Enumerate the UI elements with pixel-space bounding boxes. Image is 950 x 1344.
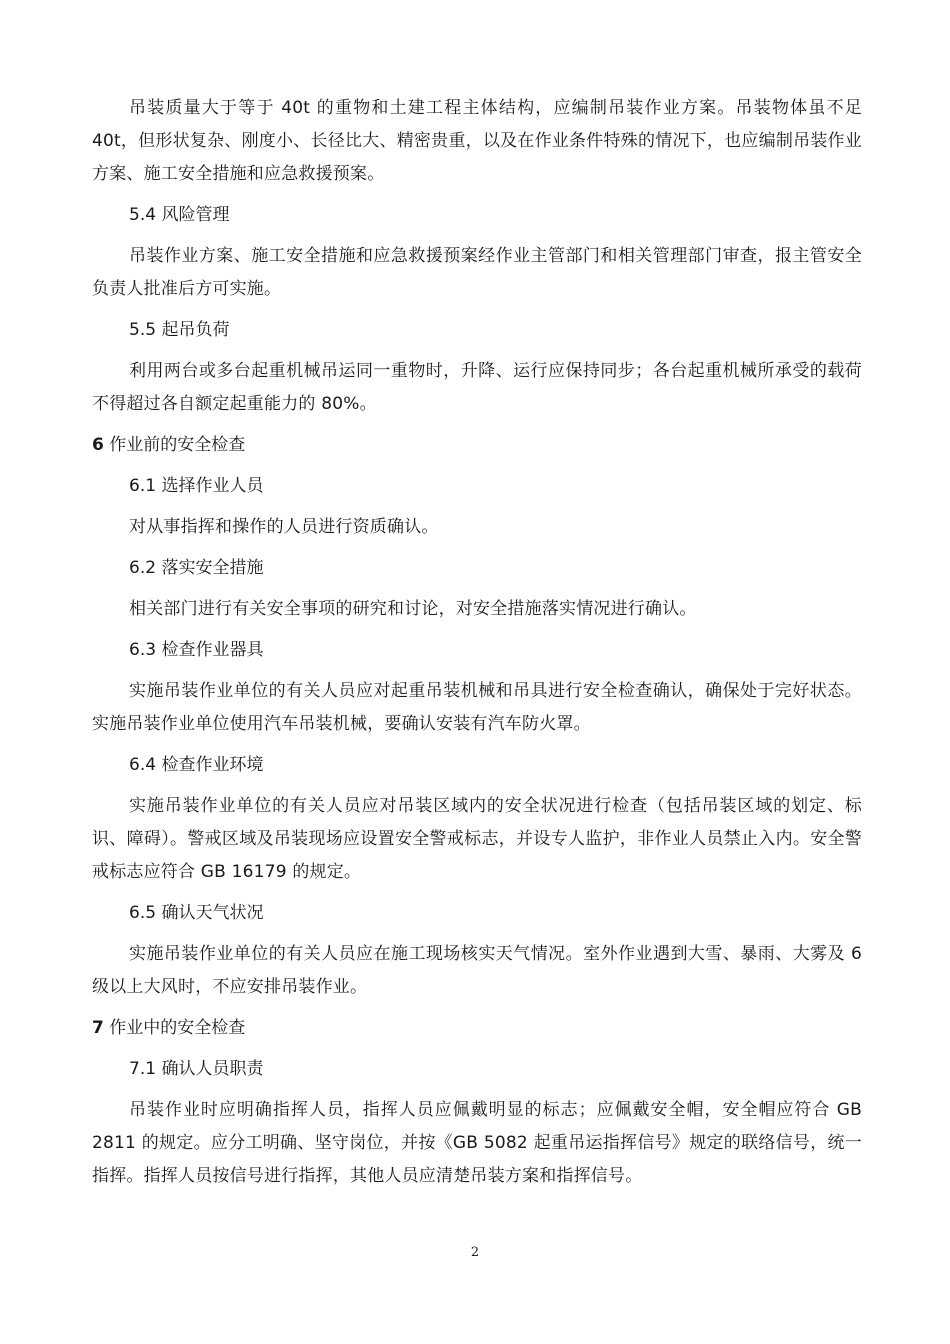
- paragraph-check-environment: 实施吊装作业单位的有关人员应对吊装区域内的安全状况进行检查（包括吊装区域的划定、标识、障碍）。警戒区域及吊装现场应设置安全警戒标志，并设专人监护，非作业人员禁止入内。安全警戒标志应符合 GB 16179 的规定。: [92, 796, 862, 882]
- section-5-5-title: 5.5 起吊负荷: [129, 320, 230, 340]
- section-6-5-title: 6.5 确认天气状况: [129, 903, 264, 923]
- page-number: 2: [470, 1245, 480, 1260]
- section-6-3-title: 6.3 检查作业器具: [129, 640, 264, 660]
- section-6-title: 作业前的安全检查: [103, 435, 246, 455]
- paragraph-risk-management: 吊装作业方案、施工安全措施和应急救援预案经作业主管部门和相关管理部门审查，报主管安全负责人批准后方可实施。: [92, 246, 862, 299]
- section-7-heading: [92, 1012, 862, 1045]
- section-7-title: 作业中的安全检查: [103, 1018, 246, 1038]
- section-5-4-title: 5.4 风险管理: [129, 205, 230, 225]
- section-7-1-title: 7.1 确认人员职责: [129, 1059, 264, 1079]
- paragraph-check-equipment: 实施吊装作业单位的有关人员应对起重吊装机械和吊具进行安全检查确认，确保处于完好状态。实施吊装作业单位使用汽车吊装机械，要确认安装有汽车防火罩。: [92, 681, 862, 734]
- section-6-2-title: 6.2 落实安全措施: [129, 558, 264, 578]
- document-body: [92, 92, 862, 1201]
- section-6-1-title: 6.1 选择作业人员: [129, 476, 264, 496]
- paragraph-safety-measures: 相关部门进行有关安全事项的研究和讨论，对安全措施落实情况进行确认。: [129, 599, 697, 619]
- paragraph-select-personnel: 对从事指挥和操作的人员进行资质确认。: [129, 517, 439, 537]
- paragraph-weather: 实施吊装作业单位的有关人员应在施工现场核实天气情况。室外作业遇到大雪、暴雨、大雾及 6 级以上大风时，不应安排吊装作业。: [92, 944, 862, 997]
- paragraph-personnel-duties: 吊装作业时应明确指挥人员，指挥人员应佩戴明显的标志；应佩戴安全帽，安全帽应符合 GB 2811 的规定。应分工明确、坚守岗位，并按《GB 5082 起重吊运指挥信号》规定的联络信号，统一指挥。指挥人员按信号进行指挥，其他人员应清楚吊装方案和指挥信号。: [92, 1100, 862, 1186]
- paragraph-lifting-plan: 吊装质量大于等于 40t 的重物和土建工程主体结构，应编制吊装作业方案。吊装物体虽不足 40t，但形状复杂、刚度小、长径比大、精密贵重，以及在作业条件特殊的情况下，也应编制吊装作业方案、施工安全措施和应急救援预案。: [92, 98, 862, 184]
- section-7-number: 7: [92, 1018, 104, 1038]
- paragraph-lifting-load: 利用两台或多台起重机械吊运同一重物时，升降、运行应保持同步；各台起重机械所承受的载荷不得超过各自额定起重能力的 80%。: [92, 361, 862, 414]
- section-6-number: 6: [92, 435, 104, 455]
- section-6-heading: [92, 429, 862, 462]
- section-6-4-title: 6.4 检查作业环境: [129, 755, 264, 775]
